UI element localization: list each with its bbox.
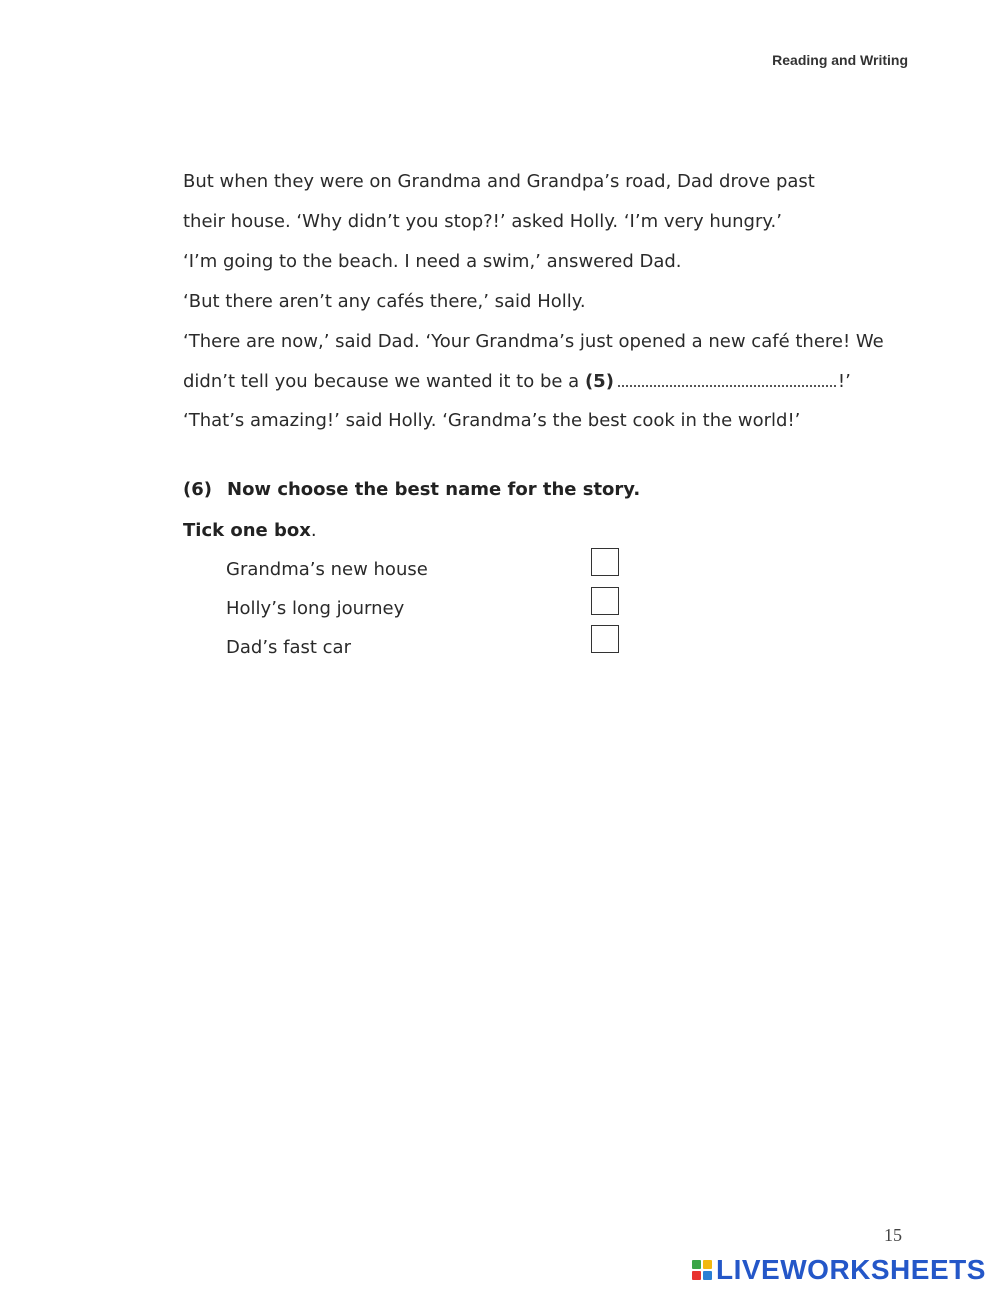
instruction-end: . (310, 520, 317, 541)
story-text: !’ (837, 371, 851, 392)
question-text: Now choose the best name for the story. (227, 479, 641, 500)
logo-grid-icon (692, 1260, 712, 1280)
tick-box-option-3[interactable] (591, 625, 619, 653)
story-line: ‘But there aren’t any cafés there,’ said Holly. (183, 291, 586, 312)
story-line: ‘I’m going to the beach. I need a swim,’ answered Dad. (183, 251, 682, 272)
answer-blank-5[interactable] (618, 371, 836, 387)
option-label: Dad’s fast car (226, 637, 351, 658)
page-number: 15 (884, 1225, 902, 1245)
tick-box-option-1[interactable] (591, 548, 619, 576)
instruction (183, 520, 317, 541)
story-line: But when they were on Grandma and Grandpa’s road, Dad drove past (183, 171, 815, 192)
story-line: ‘There are now,’ said Dad. ‘Your Grandma’s just opened a new café there! We (183, 331, 884, 352)
option-label: Grandma’s new house (226, 559, 428, 580)
tick-box-option-2[interactable] (591, 587, 619, 615)
page-header: Reading and Writing (772, 52, 908, 68)
question-6-heading (183, 479, 640, 500)
instruction-bold: Tick one box (183, 520, 311, 541)
story-text: didn’t tell you because we wanted it to be a (183, 371, 580, 392)
logo-text: LIVEWORKSHEETS (716, 1254, 986, 1285)
gap-number: (5) (584, 371, 614, 392)
question-number: (6) (183, 479, 212, 500)
story-line: ‘That’s amazing!’ said Holly. ‘Grandma’s the best cook in the world!’ (183, 410, 801, 431)
option-label: Holly’s long journey (226, 598, 405, 619)
story-line: their house. ‘Why didn’t you stop?!’ asked Holly. ‘I’m very hungry.’ (183, 211, 782, 232)
liveworksheets-logo (692, 1254, 986, 1286)
story-line-with-gap (183, 370, 851, 394)
